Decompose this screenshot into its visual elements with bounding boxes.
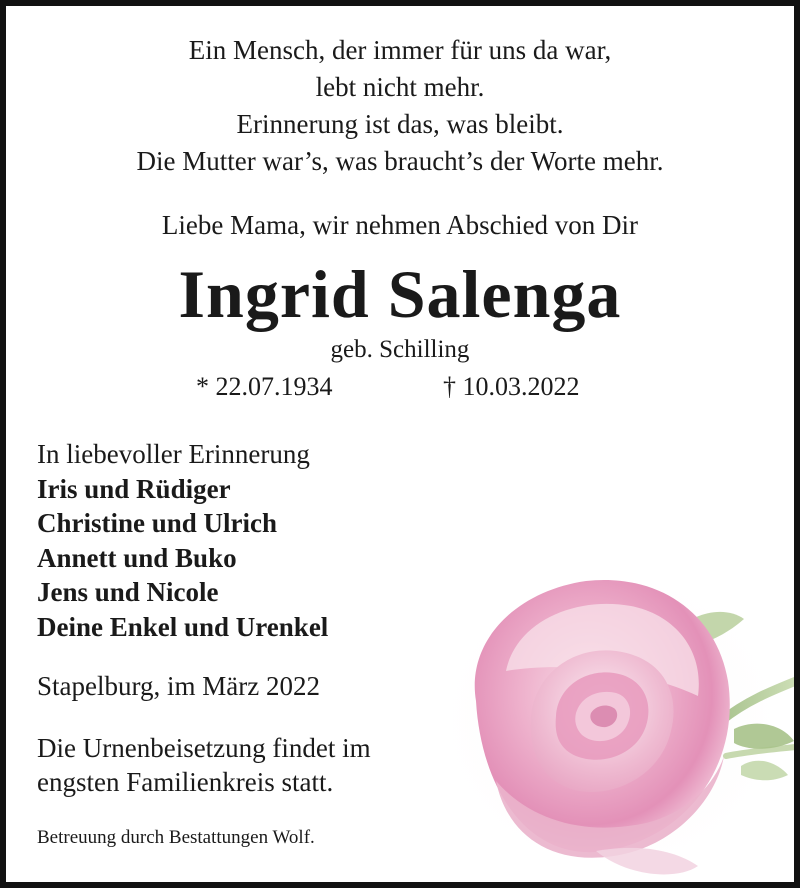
undertaker-credit: Betreuung durch Bestattungen Wolf. [37, 827, 315, 848]
maiden-name: geb. Schilling [330, 336, 470, 363]
verse-line: Ein Mensch, der immer für uns da war, [188, 35, 612, 65]
pink-rose-image [436, 551, 800, 888]
mourner-family: Annett und Buko [37, 542, 237, 573]
verse [6, 32, 794, 180]
mourners-list [37, 437, 328, 644]
burial-note-line: engsten Familienkreis statt. [37, 767, 334, 797]
mourner-family: Iris und Rüdiger [37, 473, 231, 504]
birth-date: * 22.07.1934 [196, 372, 333, 401]
farewell-line: Liebe Mama, wir nehmen Abschied von Dir [161, 210, 639, 240]
death-date: † 10.03.2022 [443, 372, 580, 401]
verse-line: Erinnerung ist das, was bleibt. [236, 109, 564, 139]
verse-line: Die Mutter war’s, was braucht’s der Worte mehr. [136, 146, 664, 176]
mourner-family: Jens und Nicole [37, 577, 219, 607]
mourner-family: Christine und Ulrich [37, 508, 278, 538]
burial-note [37, 731, 371, 799]
verse-line: lebt nicht mehr. [315, 72, 485, 102]
deceased-name: Ingrid Salenga [178, 256, 622, 332]
mourner-family: Deine Enkel und Urenkel [37, 611, 329, 642]
place-and-date: Stapelburg, im März 2022 [37, 671, 320, 701]
burial-note-line: Die Urnenbeisetzung findet im [37, 733, 371, 763]
mourners-intro: In liebevoller Erinnerung [37, 439, 310, 469]
